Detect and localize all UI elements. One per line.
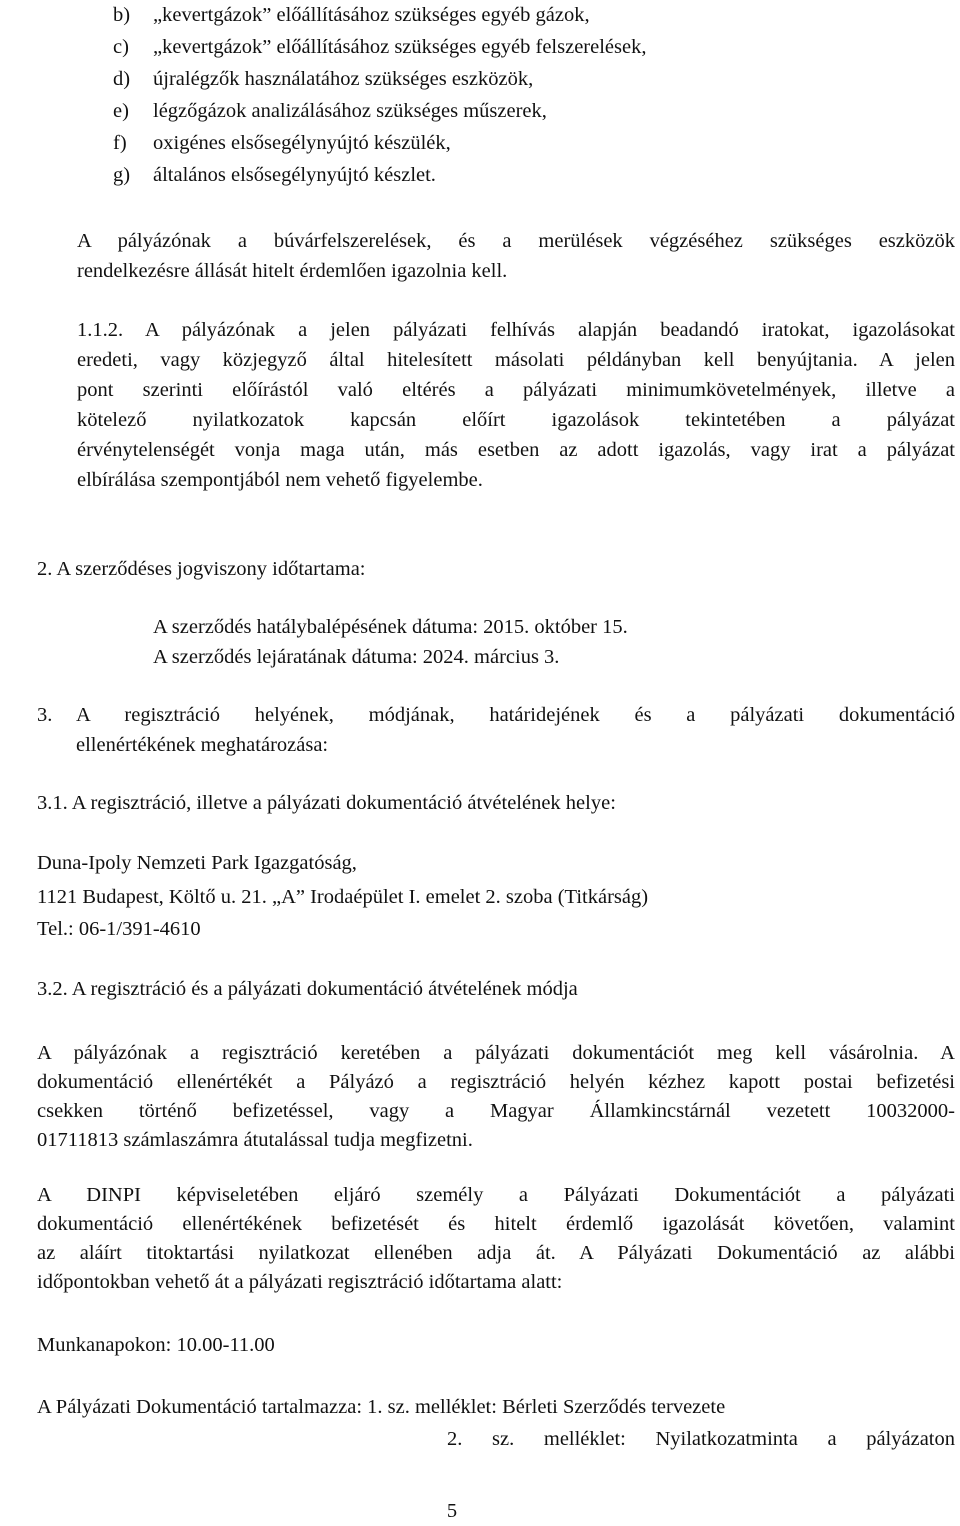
paragraph-line: érvénytelenségét vonja maga után, más esetben az adott igazolás, vagy irat a pályázat [77, 439, 955, 461]
paragraph-line: A DINPI képviseletében eljáró személy a Pályázati Dokumentációt a pályázati [37, 1184, 955, 1206]
paragraph-line: elbírálása szempontjából nem vehető figyelembe. [77, 469, 483, 491]
section-number: 3. [37, 704, 53, 726]
paragraph-line: pont szerinti előírástól való eltérés a pályázati minimumkövetelmények, illetve a [77, 379, 955, 401]
paragraph-line: eredeti, vagy közjegyző által hitelesített másolati példányban kell benyújtania. A jelen [77, 349, 955, 371]
paragraph-line: 1.1.2. A pályázónak a jelen pályázati felhívás alapján beadandó iratokat, igazolásokat [77, 319, 955, 341]
phone-number: Tel.: 06-1/391-4610 [37, 918, 201, 940]
paragraph-line: csekken történő befizetéssel, vagy a Magyar Államkincstárnál vezetett 10032000- [37, 1100, 955, 1122]
page-number: 5 [446, 1500, 458, 1522]
paragraph-line: az aláírt titoktartási nyilatkozat ellenében adja át. A Pályázati Dokumentáció az alábbi [37, 1242, 955, 1264]
list-marker: f) [113, 132, 127, 154]
paragraph-line: A pályázónak a regisztráció keretében a pályázati dokumentációt meg kell vásárolnia. A [37, 1042, 955, 1064]
paragraph-line: dokumentáció ellenértékének befizetését és hitelt érdemlő igazolását követően, valamint [37, 1213, 955, 1235]
paragraph-line: időpontokban vehető át a pályázati regisztráció időtartama alatt: [37, 1271, 563, 1293]
paragraph-line: rendelkezésre állását hitelt érdemlően igazolnia kell. [77, 260, 508, 282]
contents-line: 2. sz. melléklet: Nyilatkozatminta a pályázaton [447, 1428, 955, 1450]
list-item: általános elsősegélynyújtó készlet. [153, 164, 436, 186]
list-item: „kevertgázok” előállításához szükséges egyéb felszerelések, [153, 36, 647, 58]
list-marker: d) [113, 68, 131, 90]
list-item: légzőgázok analizálásához szükséges műszerek, [153, 100, 547, 122]
list-marker: c) [113, 36, 129, 58]
address-line: Duna-Ipoly Nemzeti Park Igazgatóság, [37, 852, 357, 874]
contract-end-date: A szerződés lejáratának dátuma: 2024. március 3. [153, 646, 560, 668]
section-heading-cont: ellenértékének meghatározása: [76, 734, 329, 756]
office-hours: Munkanapokon: 10.00-11.00 [37, 1334, 275, 1356]
list-marker: b) [113, 4, 131, 26]
subsection-heading: 3.1. A regisztráció, illetve a pályázati dokumentáció átvételének helye: [37, 792, 616, 814]
list-item: újralégzők használatához szükséges eszközök, [153, 68, 534, 90]
section-heading: A regisztráció helyének, módjának, határidejének és a pályázati dokumentáció [76, 704, 955, 726]
subsection-heading: 3.2. A regisztráció és a pályázati dokumentáció átvételének módja [37, 978, 578, 1000]
contract-start-date: A szerződés hatálybalépésének dátuma: 2015. október 15. [153, 616, 628, 638]
list-marker: e) [113, 100, 129, 122]
list-item: „kevertgázok” előállításához szükséges egyéb gázok, [153, 4, 590, 26]
list-marker: g) [113, 164, 131, 186]
paragraph-line: 01711813 számlaszámra átutalással tudja megfizetni. [37, 1129, 473, 1151]
list-item: oxigénes elsősegélynyújtó készülék, [153, 132, 451, 154]
address-line: 1121 Budapest, Költő u. 21. „A” Irodaépület I. emelet 2. szoba (Titkárság) [37, 886, 649, 908]
section-heading: 2. A szerződéses jogviszony időtartama: [37, 558, 366, 580]
paragraph-line: dokumentáció ellenértékét a Pályázó a regisztráció helyén kézhez kapott postai befizetési [37, 1071, 955, 1093]
contents-line: A Pályázati Dokumentáció tartalmazza: 1. sz. melléklet: Bérleti Szerződés tervezete [37, 1396, 726, 1418]
paragraph-line: kötelező nyilatkozatok kapcsán előírt igazolások tekintetében a pályázat [77, 409, 955, 431]
paragraph-line: A pályázónak a búvárfelszerelések, és a merülések végzéséhez szükséges eszközök [77, 230, 955, 252]
